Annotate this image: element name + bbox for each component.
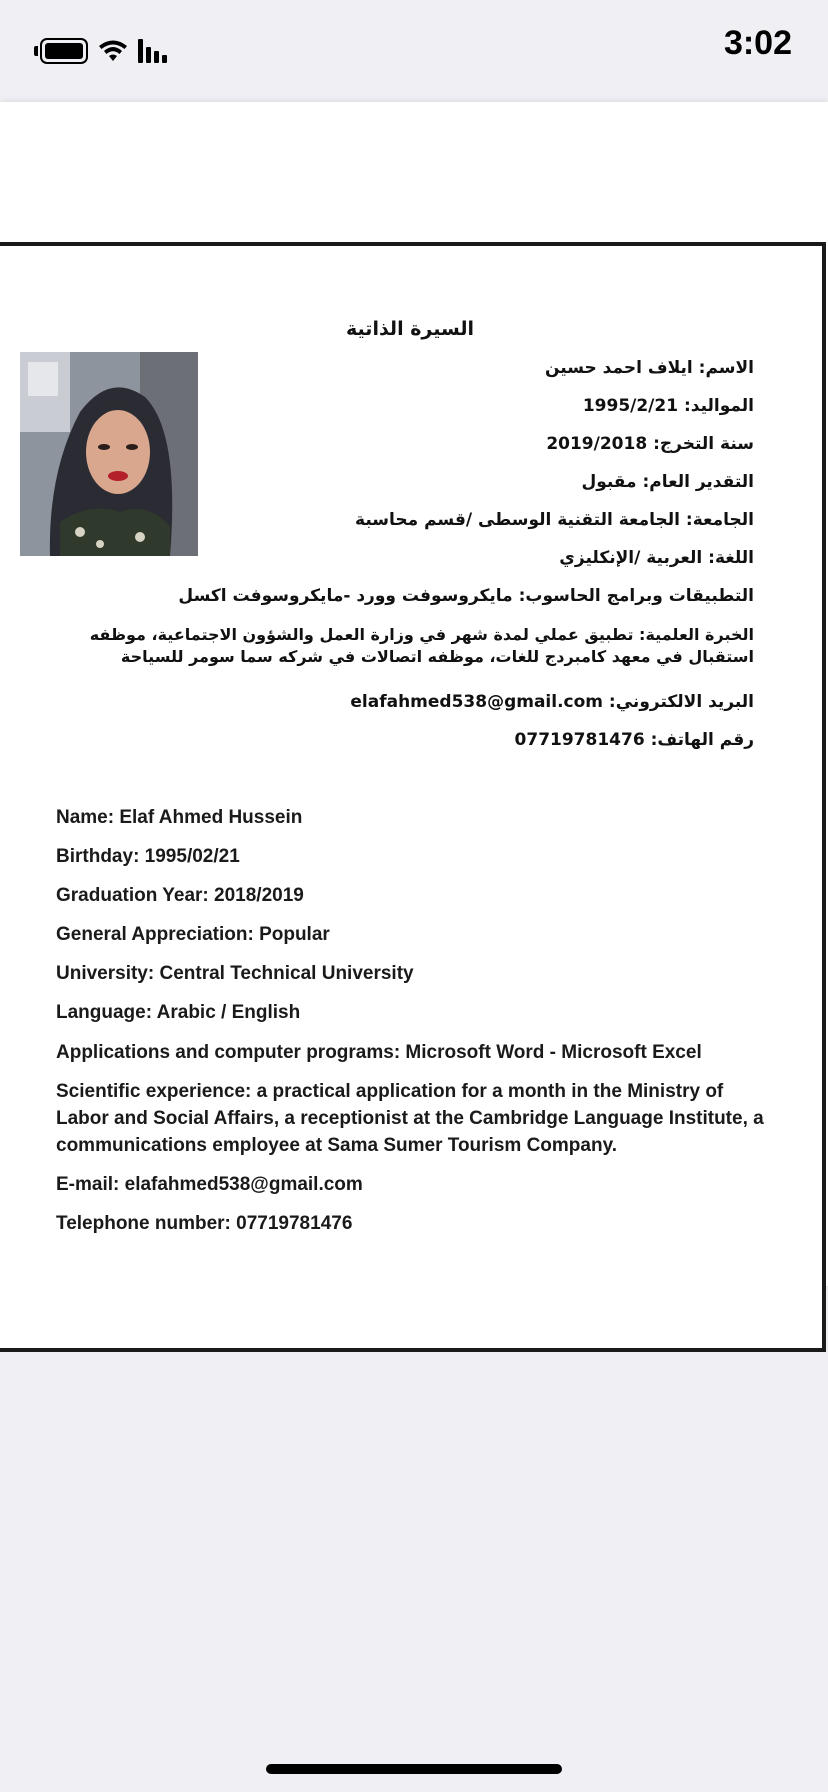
ar-language: اللغة: العربية /الإنكليزي [559, 548, 754, 568]
ar-phone: رقم الهاتف: 07719781476 [514, 730, 754, 750]
ar-applications: التطبيقات وبرامج الحاسوب: مايكروسوفت وورد -مايكروسوفت اكسل [178, 586, 754, 606]
en-language: Language: Arabic / English [56, 1002, 301, 1023]
signal-icon [138, 39, 167, 63]
home-indicator[interactable] [266, 1764, 562, 1774]
status-icons [34, 36, 167, 66]
en-university: University: Central Technical University [56, 963, 414, 984]
ar-university: الجامعة: الجامعة التقنية الوسطى /قسم محاسبة [355, 510, 754, 530]
status-time: 3:02 [723, 24, 792, 62]
en-applications: Applications and computer programs: Microsoft Word - Microsoft Excel [56, 1042, 702, 1063]
document-viewer[interactable] [0, 102, 828, 1286]
en-graduation: Graduation Year: 2018/2019 [56, 885, 304, 906]
ar-experience: الخبرة العلمية: تطبيق عملي لمدة شهر في وزارة العمل والشؤون الاجتماعية، موظفه استقبال في معهد كامبردج للغات، موظفه اتصالات في شركه سما سومر للسياحة [89, 625, 754, 666]
en-birthday: Birthday: 1995/02/21 [56, 846, 240, 867]
status-bar [0, 0, 828, 102]
ar-grade: التقدير العام: مقبول [581, 472, 754, 492]
resume-title: السيرة الذاتية [346, 318, 474, 340]
en-name: Name: Elaf Ahmed Hussein [56, 807, 303, 828]
en-experience: Scientific experience: a practical application for a month in the Ministry of Labor and Social Affairs, a receptionist at the Cambridge Language Institute, a communications employee at Sama Sumer Tourism Company. [56, 1081, 764, 1156]
profile-photo [20, 352, 198, 556]
wifi-icon [98, 39, 128, 63]
en-appreciation: General Appreciation: Popular [56, 924, 330, 945]
ar-name: الاسم: ايلاف احمد حسين [544, 358, 754, 378]
ar-graduation: سنة التخرج: 2019/2018 [546, 434, 754, 454]
battery-icon [34, 38, 88, 64]
resume-page [0, 242, 826, 1352]
en-email: E-mail: elafahmed538@gmail.com [56, 1174, 363, 1195]
ar-email: البريد الالكتروني: elafahmed538@gmail.com [350, 692, 754, 712]
en-phone: Telephone number: 07719781476 [56, 1213, 353, 1234]
ar-birthday: المواليد: 1995/2/21 [582, 396, 754, 416]
